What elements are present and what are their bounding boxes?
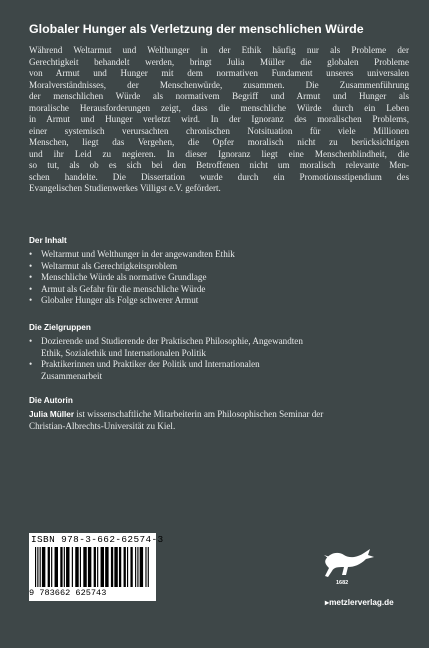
barcode-bar [111, 547, 113, 587]
barcode-bar [130, 547, 132, 587]
zielgruppen-heading: Die Zielgruppen [29, 323, 91, 332]
bullet-icon: • [29, 272, 33, 283]
barcode-bar [119, 547, 121, 587]
barcode-bar [124, 547, 126, 587]
barcode-bar [35, 547, 36, 587]
blurb-line: Während Weltarmut und Welthunger in der Ethik häufig nur als Probleme der [29, 45, 409, 55]
barcode-bar [101, 547, 104, 587]
barcode-bar [140, 547, 143, 587]
bullet-icon: • [29, 283, 33, 294]
blurb-line: in Armut und Hunger verletzt wird. In der Ignoranz des moralischen Problems, [29, 114, 409, 124]
horse-logo-icon [320, 545, 380, 585]
list-item: • Armut als Gefahr für die menschliche Würde [29, 283, 206, 294]
blurb-line: Menschen, liegt das Vergehen, die Opfer moralisch nicht zu berücksichtigen [29, 137, 409, 147]
barcode-bar [66, 547, 69, 587]
blurb-line: so tut, als ob es sich bei den Betroffenen nicht um moralisch relevante Men- [29, 160, 409, 170]
barcode-bar [135, 547, 136, 587]
barcode-bar [48, 547, 50, 587]
barcode-bar [55, 547, 58, 587]
blurb-line: moralische Herausforderungen zeigt, dass die menschliche Würde durch ein Leben [29, 102, 409, 113]
blurb-line: von Armut und Hunger mit dem normativen Fundament unseres universalen [29, 68, 409, 78]
bullet-icon: • [29, 359, 33, 370]
barcode-bar [114, 547, 117, 587]
barcode-bar [37, 547, 38, 587]
bullet-icon: • [29, 336, 33, 346]
list-item: • Weltarmut und Welthunger in der angewandten Ethik [29, 249, 235, 259]
isbn-label: ISBN 978-3-662-62574-3 [31, 534, 164, 545]
author-bio: Julia Müller ist wissenschaftliche Mitarbeiterin am Philosophischen Seminar der Christian-Albrechts-Universität zu Kiel. [29, 409, 324, 431]
barcode-bar [127, 547, 128, 587]
barcode-bar [145, 547, 146, 587]
barcode-icon [33, 547, 152, 587]
blurb-line: Moralverständnisses, der Menschenwürde, zusammen. Die Zusammenführung [29, 79, 409, 90]
barcode-bar [80, 547, 81, 587]
bullet-icon: • [29, 295, 33, 306]
list-item: • Menschliche Würde als normative Grundlage [29, 272, 207, 283]
bullet-icon: • [29, 249, 33, 259]
blurb-line: der menschlichen Würde als normativem Begriff und Armut und Hunger als [29, 91, 409, 101]
blurb-line: Evangelischen Studienwerkes Villigst e.V. gefördert. [29, 183, 221, 193]
list-item: • Weltarmut als Gerechtigkeitsproblem [29, 260, 178, 271]
barcode-bar [97, 547, 98, 587]
inhalt-list [29, 249, 401, 307]
barcode-bar [64, 547, 65, 587]
barcode-bar [105, 547, 108, 587]
barcode-bar [83, 547, 86, 587]
blurb-line: Gerechtigkeit behandelt werden, bringt Julia Müller die globalen Probleme [29, 56, 409, 67]
barcode-bar [75, 547, 78, 587]
list-item: • Praktikerinnen und Praktiker der Politik und Internationalen Zusammenarbeit [29, 359, 260, 381]
barcode-bar [94, 547, 96, 587]
autorin-heading: Die Autorin [29, 396, 73, 405]
barcode-bar [42, 547, 45, 587]
barcode-bar [88, 547, 91, 587]
list-item: • Dozierende und Studierende der Praktischen Philosophie, Angewandten Ethik, Sozialethik und Internationalen Politik [29, 336, 303, 358]
book-title: Globaler Hunger als Verletzung der menschlichen Würde [29, 22, 364, 36]
publisher-year: 1682 [336, 580, 349, 586]
barcode-bar [51, 547, 52, 587]
publisher-link[interactable]: ▸metzlerverlag.de [325, 598, 394, 607]
blurb-line: schen handelte. Die Dissertation wurde durch ein Promotionsstipendium des [29, 171, 409, 182]
list-item: • Globaler Hunger als Folge schwerer Armut [29, 295, 199, 306]
barcode-bar [60, 547, 62, 587]
bullet-icon: • [29, 260, 33, 271]
isbn-barcode [29, 533, 164, 601]
zielgruppen-list [29, 336, 401, 382]
inhalt-heading: Der Inhalt [29, 236, 67, 245]
barcode-bar [137, 547, 138, 587]
author-name: Julia Müller [29, 410, 75, 419]
barcode-bar [148, 547, 149, 587]
blurb-line: einer systemisch verursachten chronischen Notsituation für viele Millionen [29, 125, 409, 136]
barcode-bar [72, 547, 73, 587]
barcode-bar [40, 547, 41, 587]
blurb [29, 45, 409, 195]
barcode-digits: 9 783662 625743 [29, 588, 107, 598]
blurb-line: und ihr Leid zu negieren. In dieser Ignoranz liegt eine Menschenblindheit, die [29, 148, 409, 159]
